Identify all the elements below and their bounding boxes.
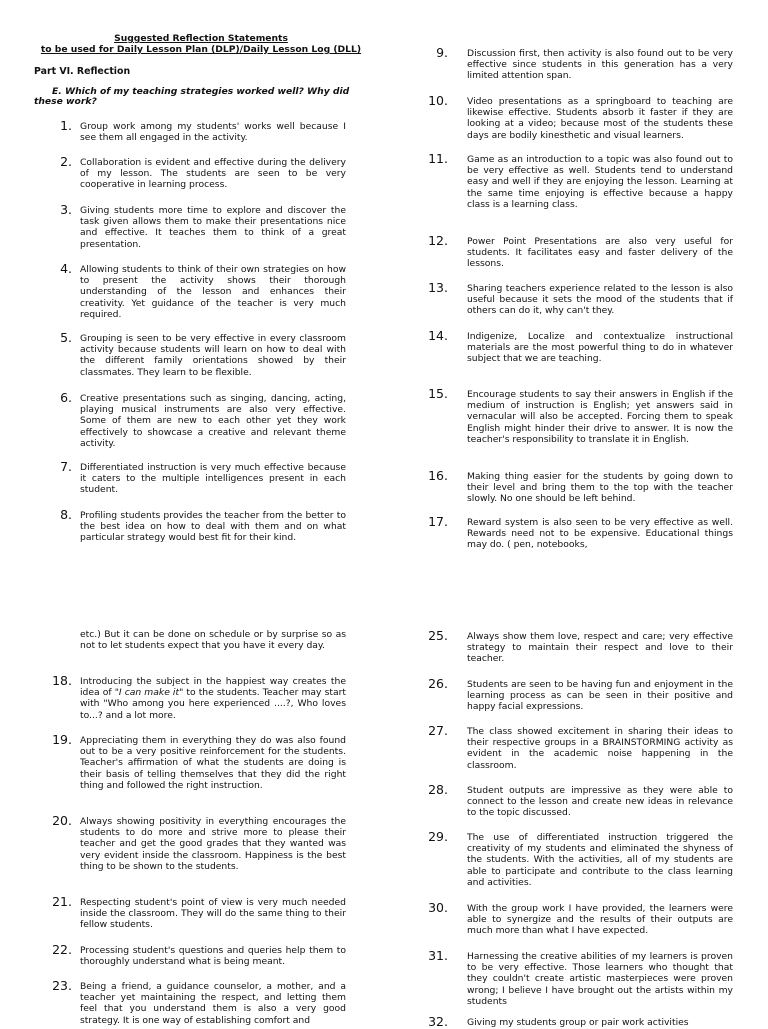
item-number: 13. [428,280,448,295]
item-text: Indigenize, Localize and contextualize instructional materials are the most powerful thing to do in whatever subject that we are teaching. [467,331,733,365]
item-number: 10. [428,93,448,108]
item-text: Differentiated instruction is very much effective because it caters to the multiple intelligences present in each student. [80,462,346,496]
item-text: Video presentations as a springboard to teaching are likewise effective. Students absorb it faster if they are looking at a video; because most of the students these days are bodily kinesthetic and visual learners. [467,96,733,141]
item-text: With the group work I have provided, the learners were able to synergize and the results of their outputs are much more than what I have expected. [467,903,733,937]
item-number: 16. [428,468,448,483]
item-text-part: Introducing the subject in the happiest way creates the idea of [80,676,346,699]
item-text: Always show them love, respect and care; very effective strategy to maintain their respect and love to their teacher. [467,631,733,665]
item-text-part: to the students. Teacher may start with "Who among you here experienced ....?, Who loves to...? and a lot more. [80,687,346,721]
item-text: Giving my students group or pair work activities [467,1017,689,1028]
item-text: Creative presentations such as singing, dancing, acting, playing musical instruments are also very effective. Some of them are new to each other yet they work effectively to showcase a creative and relevant theme activity. [80,393,346,449]
item-text: Harnessing the creative abilities of my learners is proven to be very effective. Those learners who thought that they couldn't create artistic masterpieces were proven wrong; I believe I have brought out the artists within my students [467,951,733,1007]
item-number: 6. [60,390,72,405]
item-number: 19. [52,732,72,747]
item-number: 30. [428,900,448,915]
item-number: 18. [52,673,72,688]
item-text: The class showed excitement in sharing their ideas to their respective groups in a BRAINSTORMING activity as evident in the academic noise happening in the classroom. [467,726,733,771]
item-number: 7. [60,459,72,474]
item-text: Sharing teachers experience related to the lesson is also useful because it sets the mood of the students that if others can do it, why can't they. [467,283,733,317]
item-text: Processing student's questions and queries help them to thoroughly understand what is being meant. [80,945,346,968]
item-number: 15. [428,386,448,401]
item-text: Being a friend, a guidance counselor, a mother, and a teacher yet maintaining the respect, and letting them feel that you understand them is also a very good strategy. It is one way of establishing comfort and [80,981,346,1026]
item-number: 17. [428,514,448,529]
item-text: Encourage students to say their answers in English if the medium of instruction is English; yet answers said in vernacular will also be accepted. Forcing them to speak English might hinder their drive to answer. It is now the teacher's responsibility to translate it in English. [467,389,733,445]
item-number: 14. [428,328,448,343]
item-text: Students are seen to be having fun and enjoyment in the learning process as can be seen in their positive and happy facial expressions. [467,679,733,713]
item-text: Allowing students to think of their own strategies on how to present the activity shows their thorough understanding of the lesson and enhances their creativity. Yet guidance of the teacher is very much required. [80,264,346,320]
item-text: Game as an introduction to a topic was also found out to be very effective as well. Students tend to understand easy and well if they are enjoying the lesson. Learning at the same time enjoying is effective because a happy class is a learning class. [467,154,733,210]
item-number: 2. [60,154,72,169]
item-text: Always showing positivity in everything encourages the students to do more and strive more to please their teacher and get the good grades that they wanted was very evident inside the classroom. Happiness is the best thing to be shown to the students. [80,816,346,872]
item-number: 23. [52,978,72,993]
item-text [80,676,346,721]
item-text: Making thing easier for the students by going down to their level and bring them to the top with the teacher slowly. No one should be left behind. [467,471,733,505]
item-text: Profiling students provides the teacher from the better to the best idea on how to deal with them and on what particular strategy would best fit for their kind. [80,510,346,544]
item-text: Giving students more time to explore and discover the task given allows them to make their presentations nice and effective. It teaches them to think of a great presentation. [80,205,346,250]
item-number: 21. [52,894,72,909]
item-text: Grouping is seen to be very effective in every classroom activity because students will learn on how to deal with the different family orientations showed by their classmates. They learn to be flexible. [80,333,346,378]
item-number: 26. [428,676,448,691]
section-heading: Part VI. Reflection [34,66,131,77]
title-block [34,33,368,55]
item-text-emphasis: "I can make it" [114,687,184,699]
item-number: 31. [428,948,448,963]
item-number: 1. [60,118,72,133]
question-heading: E. Which of my teaching strategies worked well? Why did these work? [34,86,350,107]
item-text: Collaboration is evident and effective during the delivery of my lesson. The students are seen to be very cooperative in learning process. [80,157,346,191]
item-text: Discussion first, then activity is also found out to be very effective since students in this generation has a very limited attention span. [467,48,733,82]
document-title: Suggested Reflection Statements [114,33,288,44]
item-number: 9. [436,45,448,60]
item-number: 25. [428,628,448,643]
item-number: 4. [60,261,72,276]
item-text: Power Point Presentations are also very useful for students. It facilitates easy and faster delivery of the lessons. [467,236,733,270]
item-number: 22. [52,942,72,957]
document-subtitle: to be used for Daily Lesson Plan (DLP)/Daily Lesson Log (DLL) [40,44,362,55]
item-text: etc.) But it can be done on schedule or by surprise so as not to let students expect that you have it every day. [80,629,346,652]
item-number: 29. [428,829,448,844]
item-text: Reward system is also seen to be very effective as well. Rewards need not to be expensive. Educational things may do. ( pen, notebooks, [467,517,733,551]
item-text: The use of differentiated instruction triggered the creativity of my students and eliminated the shyness of the students. With the activities, all of my students are able to participate and contribute to the class learning and activities. [467,832,733,888]
item-text: Group work among my students' works well because I see them all engaged in the activity. [80,121,346,144]
item-text: Appreciating them in everything they do was also found out to be a very positive reinforcement for the students. Teacher's affirmation of what the students are doing is their basis of telling themselves that they did the right thing and followed the right instruction. [80,735,346,791]
item-number: 5. [60,330,72,345]
item-number: 28. [428,782,448,797]
item-number: 20. [52,813,72,828]
item-number: 8. [60,507,72,522]
item-number: 11. [428,151,448,166]
item-text: Student outputs are impressive as they were able to connect to the lesson and create new ideas in relevance to the topic discussed. [467,785,733,819]
item-number: 3. [60,202,72,217]
item-number: 27. [428,723,448,738]
item-number: 12. [428,233,448,248]
item-number: 32. [428,1014,448,1029]
item-text: Respecting student's point of view is very much needed inside the classroom. They will do the same thing to their fellow students. [80,897,346,931]
